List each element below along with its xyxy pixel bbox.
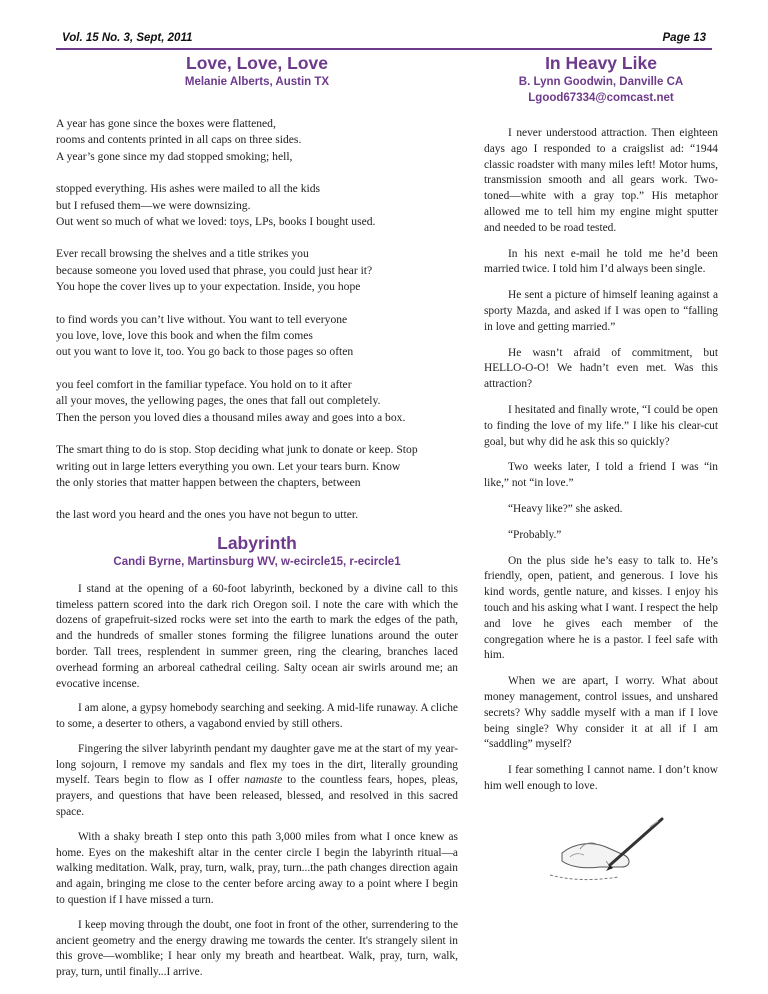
left-column <box>56 52 458 990</box>
story-byline: B. Lynn Goodwin, Danville CA <box>518 76 684 88</box>
poem-line: A year’s gone since my dad stopped smoking; hell, <box>56 149 293 163</box>
paragraph: He sent a picture of himself leaning against a sporty Mazda, and asked if I was open to “falling in love and getting married.” <box>484 289 718 333</box>
poem-line: but I refused them—we were downsizing. <box>56 198 251 212</box>
paragraph: “Heavy like?” she asked. <box>508 502 623 515</box>
issue-info: Vol. 15 No. 3, Sept, 2011 <box>62 32 193 44</box>
labyrinth-title: Labyrinth <box>217 532 297 553</box>
poem-stanza <box>56 377 458 426</box>
poem-line: Out went so much of what we loved: toys, LPs, books I bought used. <box>56 215 376 229</box>
poem-body <box>56 116 458 524</box>
poem-line: to find words you can’t live without. You want to tell everyone <box>56 312 348 326</box>
author-email: Lgood67334@comcast.net <box>528 92 674 104</box>
labyrinth-body <box>56 582 458 981</box>
poem-line: writing out in large letters everything you own. Let your tears burn. Know <box>56 459 401 473</box>
paragraph: In his next e-mail he told me he’d been married twice. I told him I’d always been single. <box>484 247 718 276</box>
italic-word: namaste <box>244 774 283 787</box>
poem-stanza <box>56 246 458 295</box>
labyrinth-byline: Candi Byrne, Martinsburg WV, w-ecircle15, r-ecircle1 <box>113 555 401 568</box>
paragraph: Two weeks later, I told a friend I was “in like,” not “in love.” <box>484 461 718 490</box>
poem-line: the last word you heard and the ones you have not begun to utter. <box>56 508 359 522</box>
paragraph <box>56 742 458 821</box>
poem-line: you feel comfort in the familiar typeface. You hold on to it after <box>56 377 352 391</box>
paragraph: I fear something I cannot name. I don’t know him well enough to love. <box>484 764 718 792</box>
poem-line: The smart thing to do is stop. Stop deciding what junk to donate or keep. Stop <box>56 443 418 457</box>
poem-line: Ever recall browsing the shelves and a title strikes you <box>56 247 309 261</box>
poem-stanza <box>56 181 458 230</box>
text-run: to the countless fears, hopes, pleas, prayers, and questions that have been released, blessed, and resolved in this sacred space. <box>56 774 459 819</box>
paragraph: He wasn’t afraid of commitment, but HELLO-O-O! We hadn’t even met. Was this attraction? <box>484 346 718 391</box>
poem-line: Then the person you loved dies a thousand miles away and goes into a box. <box>56 410 406 424</box>
paragraph: I stand at the opening of a 60-foot labyrinth, beckoned by a divine call to this timeless pattern scored into the dark rich Oregon soil. I note the care with which the dozens of grapefruit-sized rocks were set into the earth to mark the edges of the path, and the hundreds of smaller stones forming the filigree lunations around the outer border. Tall trees, resplendent in summer green, ring the clearing, branches laced overhead forming an arboreal cathedral ceiling. Salty ocean air swirls around me; an evocative incense. <box>56 582 458 690</box>
poem-line: You hope the cover lives up to your expectation. Inside, you hope <box>56 280 361 294</box>
text-run: Fingering the silver labyrinth pendant my daughter gave me at the start of my year-long sojourn, I remove my sandals and flex my toes in the dirt, literally grounding myself. Tears begin to flow as I offer <box>56 742 458 787</box>
poem-line: because someone you loved used that phrase, you could just hear it? <box>56 263 373 277</box>
page-header <box>56 24 712 50</box>
poem-line: A year has gone since the boxes were flattened, <box>56 117 276 130</box>
paragraph: When we are apart, I worry. What about money management, control issues, and unshared secrets? Why saddle myself with a man if I love being single? Why consider it at all if I am “saddling” myself? <box>484 675 718 751</box>
poem-byline: Melanie Alberts, Austin TX <box>184 76 330 88</box>
poem-stanza <box>56 312 458 361</box>
story-body <box>484 126 718 795</box>
paragraph: I am alone, a gypsy homebody searching and seeking. A mid-life runaway. A cliche to some, a deserter to others, a vagabond envied by still others. <box>56 702 458 731</box>
paragraph: I hesitated and finally wrote, “I could be open to finding the love of my life.” I like his clear-cut goal, but why did he ask this so quickly? <box>484 403 718 448</box>
paragraph: On the plus side he’s easy to talk to. He’s friendly, open, patient, and generous. I love his kind words, gentle nature, and kisses. I enjoy his touch and his asking what I want. I respect the help and love he gives each member of the congregation where he is a pastor. I feel safe with him. <box>484 554 718 662</box>
page-number: Page 13 <box>662 32 706 44</box>
poem-stanza <box>56 116 458 165</box>
poem-title: Love, Love, Love <box>186 53 328 73</box>
poem-line: rooms and contents printed in all caps on three sides. <box>56 133 302 147</box>
poem-line: stopped everything. His ashes were mailed to all the kids <box>56 182 321 196</box>
hand-writing-with-pen-illustration-icon <box>540 809 670 889</box>
story-title: In Heavy Like <box>545 53 657 73</box>
poem-line: all your moves, the yellowing pages, the ones that fall out completely. <box>56 394 381 408</box>
poem-line: you love, love, love this book and when the film comes <box>56 329 313 343</box>
paragraph: “Probably.” <box>508 528 562 541</box>
poem-line: out you want to love it, too. You go back to those pages so often <box>56 345 354 359</box>
poem-stanza <box>56 442 458 491</box>
paragraph: I keep moving through the doubt, one foot in front of the other, surrendering to the ancient geometry and the energy drawing me towards the center. It's strangely silent in this grove—womblike; I hear only my breath and heartbeat. Walk, pray, turn, walk, pray, turn, until finally...I arrive. <box>56 918 458 979</box>
right-column <box>484 52 718 889</box>
poem-stanza <box>56 507 458 523</box>
paragraph: With a shaky breath I step onto this path 3,000 miles from what I once knew as home. Eyes on the makeshift altar in the center circle I begin the labyrinth ritual—a walking meditation. Walk, pray, turn, walk, pray, turn...the path changes direction again and again, bringing me close to the center before arcing away to a point where I begin to question if I have missed a turn. <box>56 830 458 907</box>
poem-line: the only stories that matter happen between the chapters, between <box>56 475 361 489</box>
paragraph: I never understood attraction. Then eighteen days ago I responded to a craigslist ad: “1944 classic roadster with many miles left! Motor hums, transmission smooth and all gears work. Two-toned—white with a gray top.” His metaphor allowed me to tell him my engine might sputter and needed to be road tested. <box>484 127 718 234</box>
